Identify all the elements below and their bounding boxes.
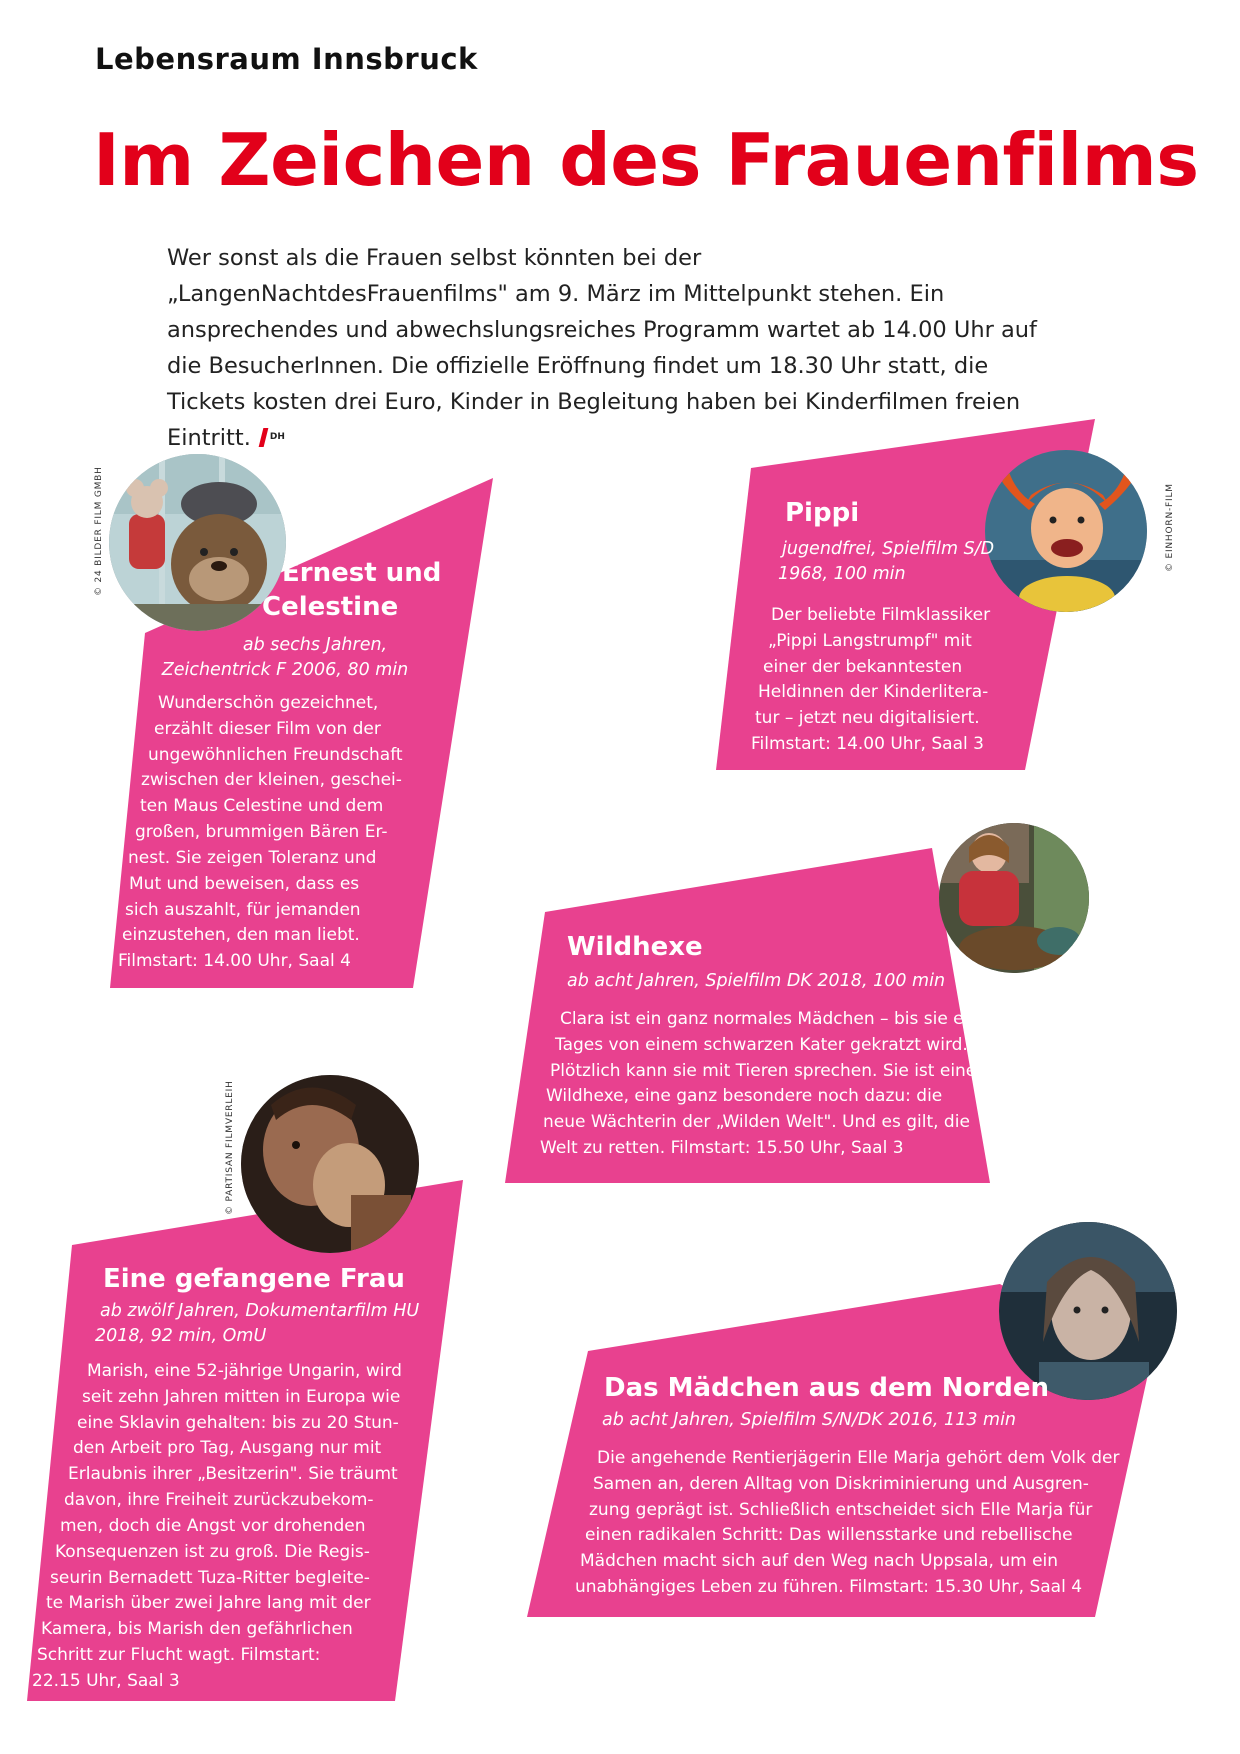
photo-gefangene-frau [241,1075,419,1253]
section-label: Lebensraum Innsbruck [95,42,478,76]
film-description-wildhexe: Clara ist ein ganz normales Mädchen – bis sie eines Tages von einem schwarzen Kater gekratzt wird. Plötzlich kann sie mit Tieren sprechen. Sie ist eine Wildhexe, eine ganz besondere noch dazu: die neue Wächterin der „Wilden Welt". Und es gilt, die Welt zu retten. Filmstart: 15.50 Uhr, Saal 3 [540,1009,999,1159]
film-meta-frau: ab zwölf Jahren, Dokumentarfilm HU 2018, 92 min, OmU [95,1301,420,1347]
film-title-norden: Das Mädchen aus dem Norden [604,1373,1049,1403]
red-haired-girl-portrait [985,450,1147,612]
film-title-wildhexe: Wildhexe [567,932,703,962]
intro-paragraph: Wer sonst als die Frauen selbst könnten bei der „LangenNachtdesFrauenfilms" am 9. März im Mittelpunkt stehen. Ein ansprechendes und abwechslungsreiches Programm wartet ab 14.00 Uhr auf die BesucherInnen. Die offizielle Eröffnung findet um 18.30 Uhr statt, die Tickets kosten drei Euro, Kinder in Begleitung haben bei Kinderfilmen freien Eintritt. [167,245,1037,451]
film-description-frau: Marish, eine 52-jährige Ungarin, wird seit zehn Jahren mitten in Europa wie eine Sklavin gehalten: bis zu 20 Stun- den Arbeit pro Tag, Ausgang nur mit Erlaubnis ihrer „Besitzerin". Sie träumt davon, ihre Freiheit zurückzubekom- men, doch die Angst vor drohenden Konsequenzen ist zu groß. Die Regis- seurin Bernadett Tuza-Ritter begleite- te Marish über zwei Jahre lang mit der Kamera, bis Marish den gefährlichen Schritt zur Flucht wagt. Filmstart: 22.15 Uhr, Saal 3 [32,1361,402,1691]
film-meta-wildhexe: ab acht Jahren, Spielfilm DK 2018, 100 min [567,971,946,991]
end-mark-icon [258,428,268,447]
film-meta-pippi: jugendfrei, Spielfilm S/D 1968, 100 min [778,539,995,585]
girl-in-garden-still [939,823,1089,973]
photo-credit-pippi: © EINHORN-FILM [1165,483,1175,572]
film-title-frau: Eine gefangene Frau [103,1264,405,1294]
film-title-pippi: Pippi [785,498,860,528]
photo-credit-ernest: © 24 BILDER FILM GMBH [94,466,104,596]
photo-pippi [985,450,1147,612]
film-description-ernest: Wunderschön gezeichnet, erzählt dieser Film von der ungewöhnlichen Freundschaft zwischen der kleinen, geschei- ten Maus Celestine und dem großen, brummigen Bären Er- nest. Sie zeigen Toleranz und Mut und beweisen, dass es sich auszahlt, für jemanden einzustehen, den man liebt. Filmstart: 14.00 Uhr, Saal 4 [118,693,403,972]
page-title: Im Zeichen des Frauenfilms [93,118,1199,202]
photo-wildhexe [939,823,1089,973]
author-initials: DH [269,432,285,442]
film-meta-ernest: ab sechs Jahren, Zeichentrick F 2006, 80 min [161,635,409,681]
woman-hands-face-still [241,1075,419,1253]
intro-text [167,240,1047,456]
film-meta-norden: ab acht Jahren, Spielfilm S/N/DK 2016, 113 min [602,1410,1017,1430]
photo-ernest-celestine [109,454,286,631]
film-title-ernest: Ernest und Celestine [262,558,442,622]
film-description-norden: Die angehende Rentierjägerin Elle Marja gehört dem Volk der Samen an, deren Alltag von Diskriminierung und Ausgren- zung geprägt ist. Schließlich entscheidet sich Elle Marja für einen radikalen Schritt: Das willensstarke und rebellische Mädchen macht sich auf den Weg nach Uppsala, um ein unabhängiges Leben zu führen. Filmstart: 15.30 Uhr, Saal 4 [575,1448,1120,1598]
cartoon-bear-mouse-illustration [109,454,286,631]
photo-credit-frau: © PARTISAN FILMVERLEIH [225,1080,235,1215]
film-description-pippi: Der beliebte Filmklassiker „Pippi Langstrumpf" mit einer der bekanntesten Heldinnen der Kinderlitera- tur – jetzt neu digitalisiert. Filmstart: 14.00 Uhr, Saal 3 [751,605,991,755]
